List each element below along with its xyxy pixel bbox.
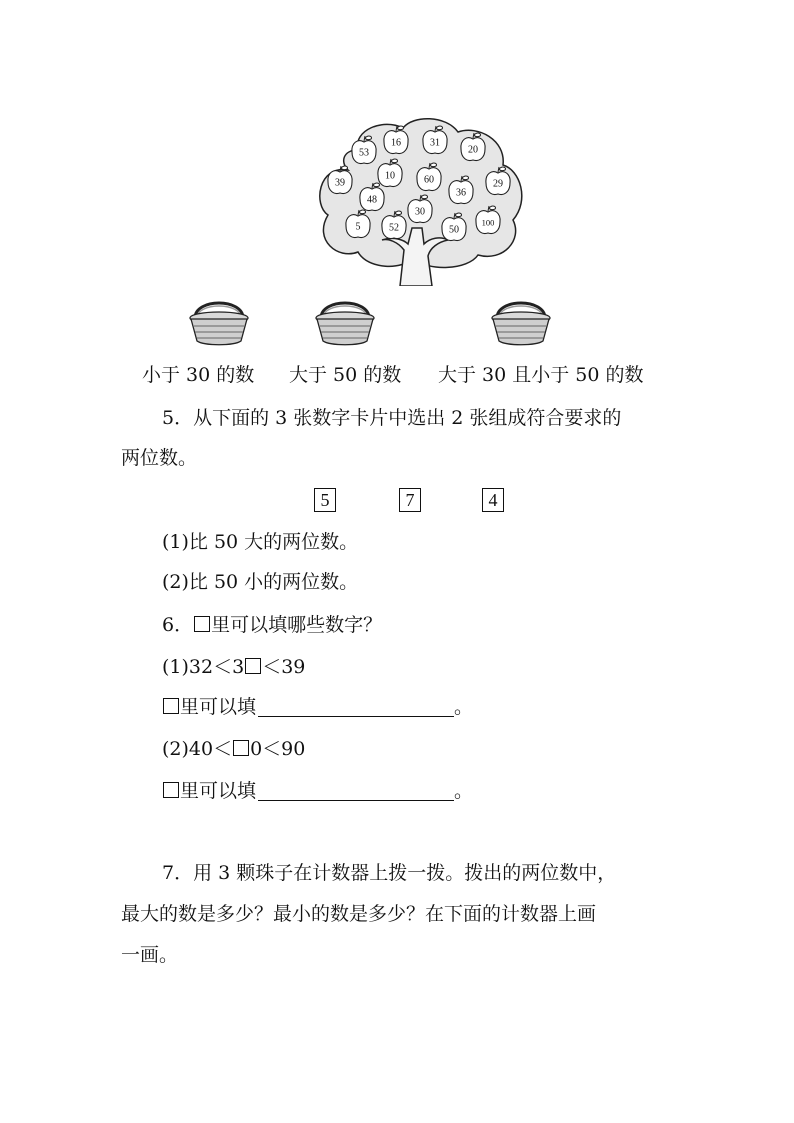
apple-number: 20 bbox=[468, 144, 478, 156]
q6-number: 6． bbox=[162, 614, 194, 636]
answer-blank[interactable] bbox=[258, 698, 454, 717]
apple-number: 60 bbox=[424, 174, 434, 186]
fill-label: 里可以填 bbox=[180, 696, 257, 718]
q6-sub-2-right: 0＜90 bbox=[250, 738, 306, 760]
q6-title-text: 里可以填哪些数字？ bbox=[211, 614, 383, 636]
q6-sub-1-left: (1)32＜3 bbox=[162, 656, 245, 678]
basket-label-greater-than-50: 大于 50 的数 bbox=[289, 364, 402, 386]
q7-line-3: 一画。 bbox=[121, 944, 179, 966]
number-card: 5 bbox=[314, 488, 336, 512]
q6-title bbox=[162, 616, 382, 635]
q5-line-2: 两位数。 bbox=[121, 447, 198, 469]
number-card: 4 bbox=[482, 488, 504, 512]
basket-icon bbox=[312, 296, 378, 348]
period: 。 bbox=[454, 780, 474, 802]
apple-number: 53 bbox=[359, 147, 369, 159]
q6-sub-1 bbox=[162, 658, 305, 677]
blank-box bbox=[233, 740, 249, 756]
q5-sub-2: (2)比 50 小的两位数。 bbox=[162, 571, 359, 593]
blank-box bbox=[245, 658, 261, 674]
blank-box bbox=[163, 782, 179, 798]
basket-icon bbox=[186, 296, 252, 348]
number-card: 7 bbox=[399, 488, 421, 512]
q5-sub-1: (1)比 50 大的两位数。 bbox=[162, 531, 359, 553]
fill-label: 里可以填 bbox=[180, 780, 257, 802]
q6-sub-1-right: ＜39 bbox=[262, 656, 306, 678]
apple-number: 50 bbox=[449, 224, 459, 236]
apple-number: 30 bbox=[415, 206, 425, 218]
apple-number: 5 bbox=[355, 221, 361, 233]
basket-label-less-than-30: 小于 30 的数 bbox=[142, 364, 255, 386]
apple-number: 16 bbox=[391, 137, 401, 149]
q5-line-1: 5．从下面的 3 张数字卡片中选出 2 张组成符合要求的 bbox=[162, 407, 622, 429]
blank-box bbox=[194, 616, 210, 632]
apple-tree-illustration bbox=[308, 110, 528, 286]
apple-number: 52 bbox=[389, 222, 399, 234]
q7-line-2: 最大的数是多少？最小的数是多少？在下面的计数器上画 bbox=[121, 903, 597, 925]
basket-label-between-30-and-50: 大于 30 且小于 50 的数 bbox=[438, 364, 644, 386]
q6-sub-2 bbox=[162, 740, 305, 759]
apple-number: 36 bbox=[456, 187, 466, 199]
q6-fill-1 bbox=[162, 698, 473, 717]
blank-box bbox=[163, 698, 179, 714]
apple-number: 31 bbox=[430, 137, 440, 149]
q7-line-1: 7．用 3 颗珠子在计数器上拨一拨。拨出的两位数中， bbox=[162, 862, 617, 884]
apple-number: 100 bbox=[481, 217, 495, 228]
q6-sub-2-left: (2)40＜ bbox=[162, 738, 233, 760]
basket-icon bbox=[488, 296, 554, 348]
apple-number: 29 bbox=[493, 178, 503, 190]
answer-blank[interactable] bbox=[258, 782, 454, 801]
apple-number: 39 bbox=[335, 177, 345, 189]
apple-number: 10 bbox=[385, 170, 395, 182]
period: 。 bbox=[454, 696, 474, 718]
q6-fill-2 bbox=[162, 782, 473, 801]
apple-number: 48 bbox=[367, 194, 377, 206]
